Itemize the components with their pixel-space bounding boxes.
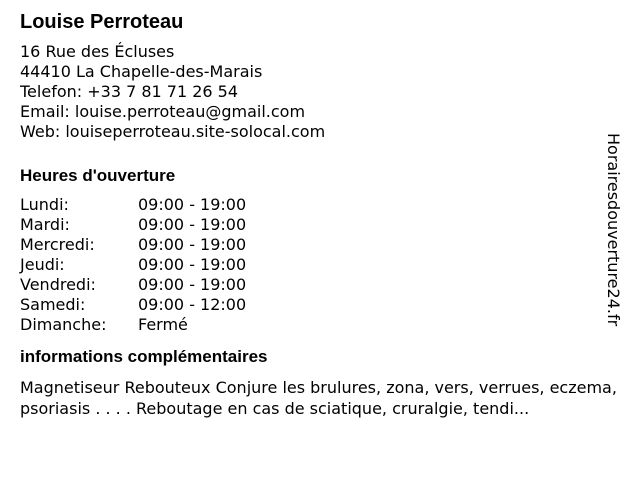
address-street: 16 Rue des Écluses — [20, 42, 175, 61]
day-hours: 09:00 - 19:00 — [138, 195, 247, 214]
web-line: Web: louiseperroteau.site-solocal.com — [20, 122, 326, 141]
day-hours: 09:00 - 19:00 — [138, 275, 247, 294]
day-hours: 09:00 - 19:00 — [138, 215, 247, 234]
day-hours: 09:00 - 19:00 — [138, 255, 247, 274]
business-name: Louise Perroteau — [20, 11, 184, 33]
phone-line: Telefon: +33 7 81 71 26 54 — [20, 82, 239, 101]
day-label: Vendredi: — [20, 275, 96, 294]
address-city: 44410 La Chapelle-des-Marais — [20, 62, 263, 81]
day-hours: 09:00 - 12:00 — [138, 295, 247, 314]
business-card — [20, 10, 632, 419]
day-label: Mercredi: — [20, 235, 95, 254]
opening-hours-title: Heures d'ouverture — [20, 166, 176, 185]
opening-hours-table — [20, 195, 632, 335]
day-label: Jeudi: — [20, 255, 65, 274]
additional-info-text: Magnetiseur Rebouteux Conjure les brulures, zona, vers, verrues, eczema, psoriasis . . . . Reboutage en cas de sciatique, cruralgie, tendi... — [20, 378, 617, 418]
hours-row-wednesday — [20, 235, 632, 255]
day-hours: Fermé — [138, 315, 188, 334]
hours-row-tuesday — [20, 215, 632, 235]
day-label: Samedi: — [20, 295, 86, 314]
hours-row-monday — [20, 195, 632, 215]
day-label: Lundi: — [20, 195, 69, 214]
email-line: Email: louise.perroteau@gmail.com — [20, 102, 306, 121]
hours-row-sunday — [20, 315, 632, 335]
hours-row-friday — [20, 275, 632, 295]
day-label: Mardi: — [20, 215, 70, 234]
additional-info-title: informations complémentaires — [20, 347, 268, 366]
hours-row-saturday — [20, 295, 632, 315]
day-hours: 09:00 - 19:00 — [138, 235, 247, 254]
site-watermark: Horairesdouverture24.fr — [604, 133, 623, 327]
hours-row-thursday — [20, 255, 632, 275]
day-label: Dimanche: — [20, 315, 107, 334]
